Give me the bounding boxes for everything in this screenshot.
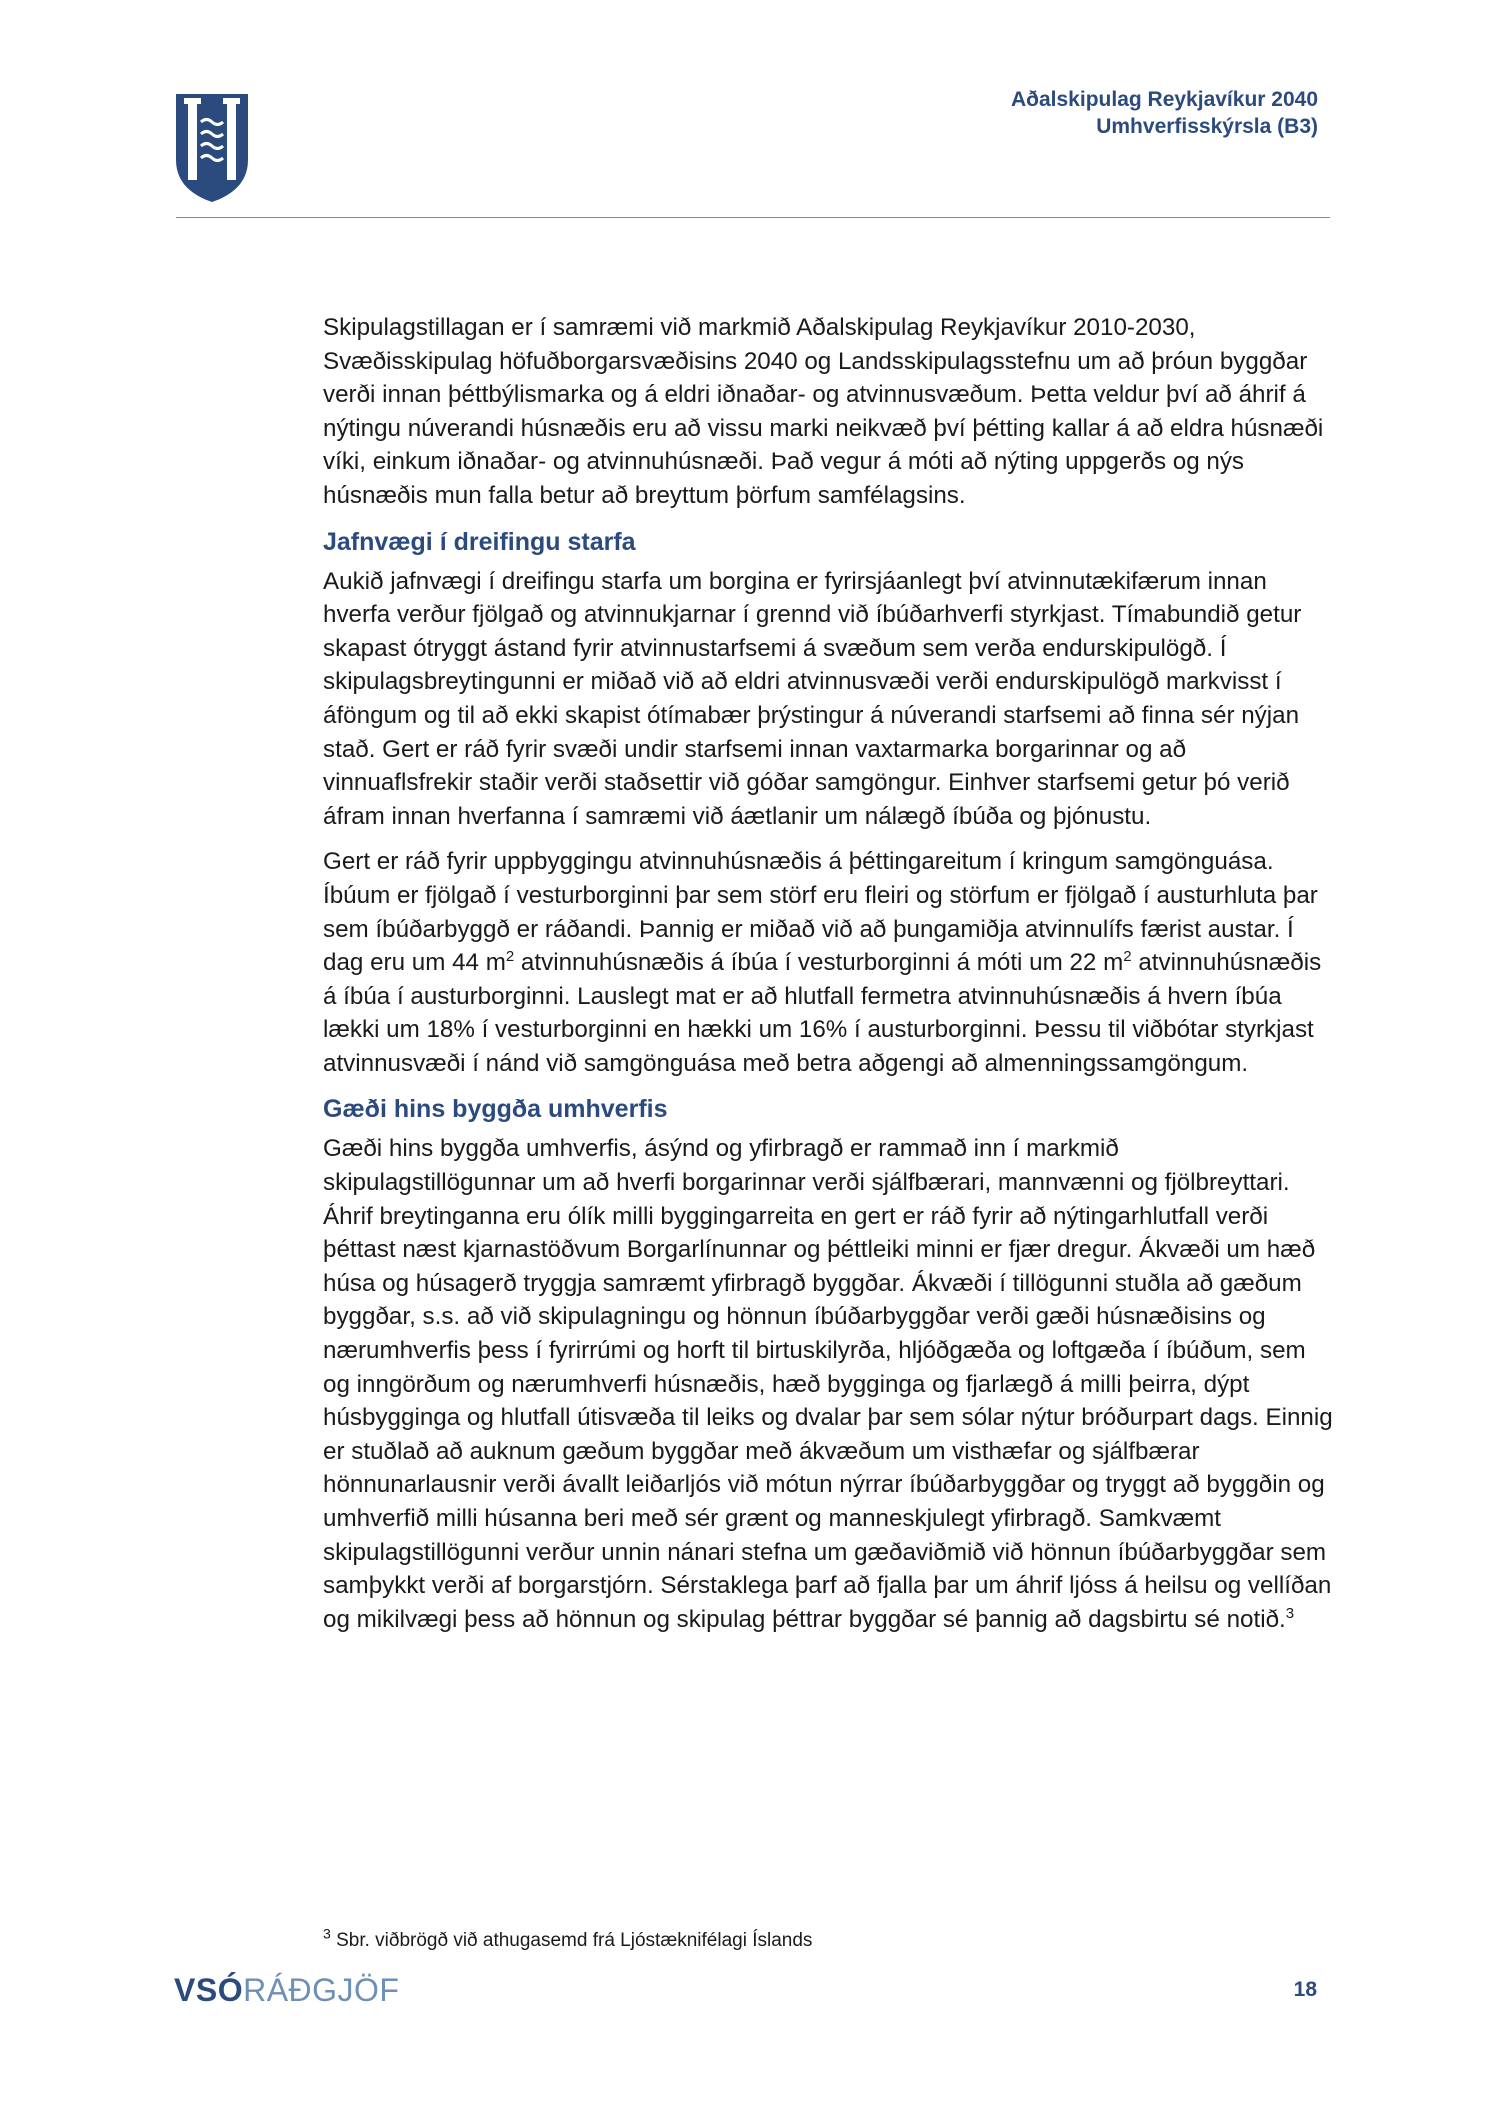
footnote-reference[interactable]: 3 xyxy=(1285,1604,1295,1622)
superscript: 2 xyxy=(1123,948,1132,966)
document-body xyxy=(323,311,1335,1648)
vso-radgjof-logo xyxy=(174,1970,399,2010)
footnote-number: 3 xyxy=(323,1925,331,1942)
page-number: 18 xyxy=(1293,1978,1317,2001)
brand-bold: VSÓ xyxy=(174,1972,244,2008)
section-heading: Gæði hins byggða umhverfis xyxy=(323,1095,668,1124)
document-header xyxy=(1011,86,1318,140)
reykjavik-coat-of-arms-icon xyxy=(174,92,250,204)
header-divider xyxy=(176,217,1330,218)
body-paragraph xyxy=(323,845,1335,1080)
paragraph-text: Gæði hins byggða umhverfis, ásýnd og yfirbragð er rammað inn í markmið skipulagstillögunnar um að hverfi borgarinnar verði sjálfbærari, mannvænni og fjölbreyttari. Áhrif breytinganna eru ólík milli byggingarreita en gert er ráð fyrir að nýtingarhlutfall verði þéttast næst kjarnastöðvum Borgarlínunnar og þéttleiki minni er fjær dregur. Ákvæði um hæð húsa og húsagerð tryggja samræmt yfirbragð byggðar. Ákvæði í tillögunni stuðla að gæðum byggðar, s.s. að við skipulagningu og hönnun íbúðarbyggðar verði gæði húsnæðisins og nærumhverfis þess í fyrirrúmi og horft til birtuskilyrða, hljóðgæða og loftgæða í íbúðum, sem og inngörðum og nærumhverfi húsnæðis, hæð bygginga og fjarlægð á milli þeirra, dýpt húsbygginga og hlutfall útisvæða til leiks og dvalar þar sem sólar nýtur bróðurpart dags. Einnig er stuðlað að auknum gæðum byggðar með ákvæðum um visthæfar og sjálfbærar hönnunarlausnir verði ávallt leiðarljós við mótun nýrrar íbúðarbyggðar og tryggt að byggðin og umhverfið milli húsanna beri með sér grænt og manneskjulegt yfirbragð. Samkvæmt skipulagstillögunni verður unnin nánari stefna um gæðaviðmið við hönnun íbúðarbyggðar sem samþykkt verði af borgarstjórn. Sérstaklega þarf að fjalla þar um áhrif ljóss á heilsu og vellíðan og mikilvægi þess að hönnun og skipulag þéttrar byggðar sé þannig að dagsbirtu sé notið. xyxy=(323,1135,1333,1633)
footnote xyxy=(323,1925,813,1953)
body-paragraph xyxy=(323,1132,1335,1636)
header-title: Aðalskipulag Reykjavíkur 2040 xyxy=(1011,88,1318,111)
body-paragraph: Skipulagstillagan er í samræmi við markmið Aðalskipulag Reykjavíkur 2010-2030, Svæðisskipulag höfuðborgarsvæðisins 2040 og Landsskipulagsstefnu um að þróun byggðar verði innan þéttbýlismarka og á eldri iðnaðar- og atvinnusvæðum. Þetta veldur því að áhrif á nýtingu núverandi húsnæðis eru að vissu marki neikvæð því þétting kallar á að eldra húsnæði víki, einkum iðnaðar- og atvinnuhúsnæði. Það vegur á móti að nýting uppgerðs og nýs húsnæðis mun falla betur að breyttum þörfum samfélagsins. xyxy=(323,314,1324,509)
paragraph-text: Gert er ráð fyrir uppbyggingu atvinnuhúsnæðis á þéttingareitum í kringum samgönguása. Íbúum er fjölgað í vesturborginni þar sem störf eru fleiri og störfum er fjölgað í austurhluta þar sem íbúðarbyggð er ráðandi. Þannig er miðað við að þungamiðja atvinnulífs færist austar. Í dag eru um 44 m xyxy=(323,848,1318,977)
section-heading: Jafnvægi í dreifingu starfa xyxy=(323,527,636,556)
brand-light: RÁÐGJÖF xyxy=(243,1972,400,2008)
paragraph-text: atvinnuhúsnæðis á íbúa í vesturborginni á móti um 22 m xyxy=(514,949,1124,977)
header-subtitle: Umhverfisskýrsla (B3) xyxy=(1096,115,1318,138)
footnote-text: Sbr. viðbrögð við athugasemd frá Ljóstæknifélagi Íslands xyxy=(330,1930,813,1951)
superscript: 2 xyxy=(505,948,515,966)
body-paragraph: Aukið jafnvægi í dreifingu starfa um borgina er fyrirsjáanlegt því atvinnutækifærum innan hverfa verður fjölgað og atvinnukjarnar í grennd við íbúðarhverfi styrkjast. Tímabundið getur skapast ótryggt ástand fyrir atvinnustarfsemi á svæðum sem verða endurskipulögð. Í skipulagsbreytingunni er miðað við að eldri atvinnusvæði verði endurskipulögð markvisst í áföngum og til að ekki skapist ótímabær þrýstingur á núverandi starfsemi að finna sér nýjan stað. Gert er ráð fyrir svæði undir starfsemi innan vaxtarmarka borgarinnar og að vinnuaflsfrekir staðir verði staðsettir við góðar samgöngur. Einhver starfsemi getur þó verið áfram innan hverfanna í samræmi við áætlanir um nálægð íbúða og þjónustu. xyxy=(323,567,1302,830)
paragraph-text: atvinnuhúsnæðis á íbúa í austurborginni. Lauslegt mat er að hlutfall fermetra atvinnuhúsnæðis á hvern íbúa lækki um 18% í vesturborginni en hækki um 16% í austurborginni. Þessu til viðbótar styrkjast atvinnusvæði í nánd við samgönguása með betra aðgengi að almenningssamgöngum. xyxy=(323,949,1322,1077)
